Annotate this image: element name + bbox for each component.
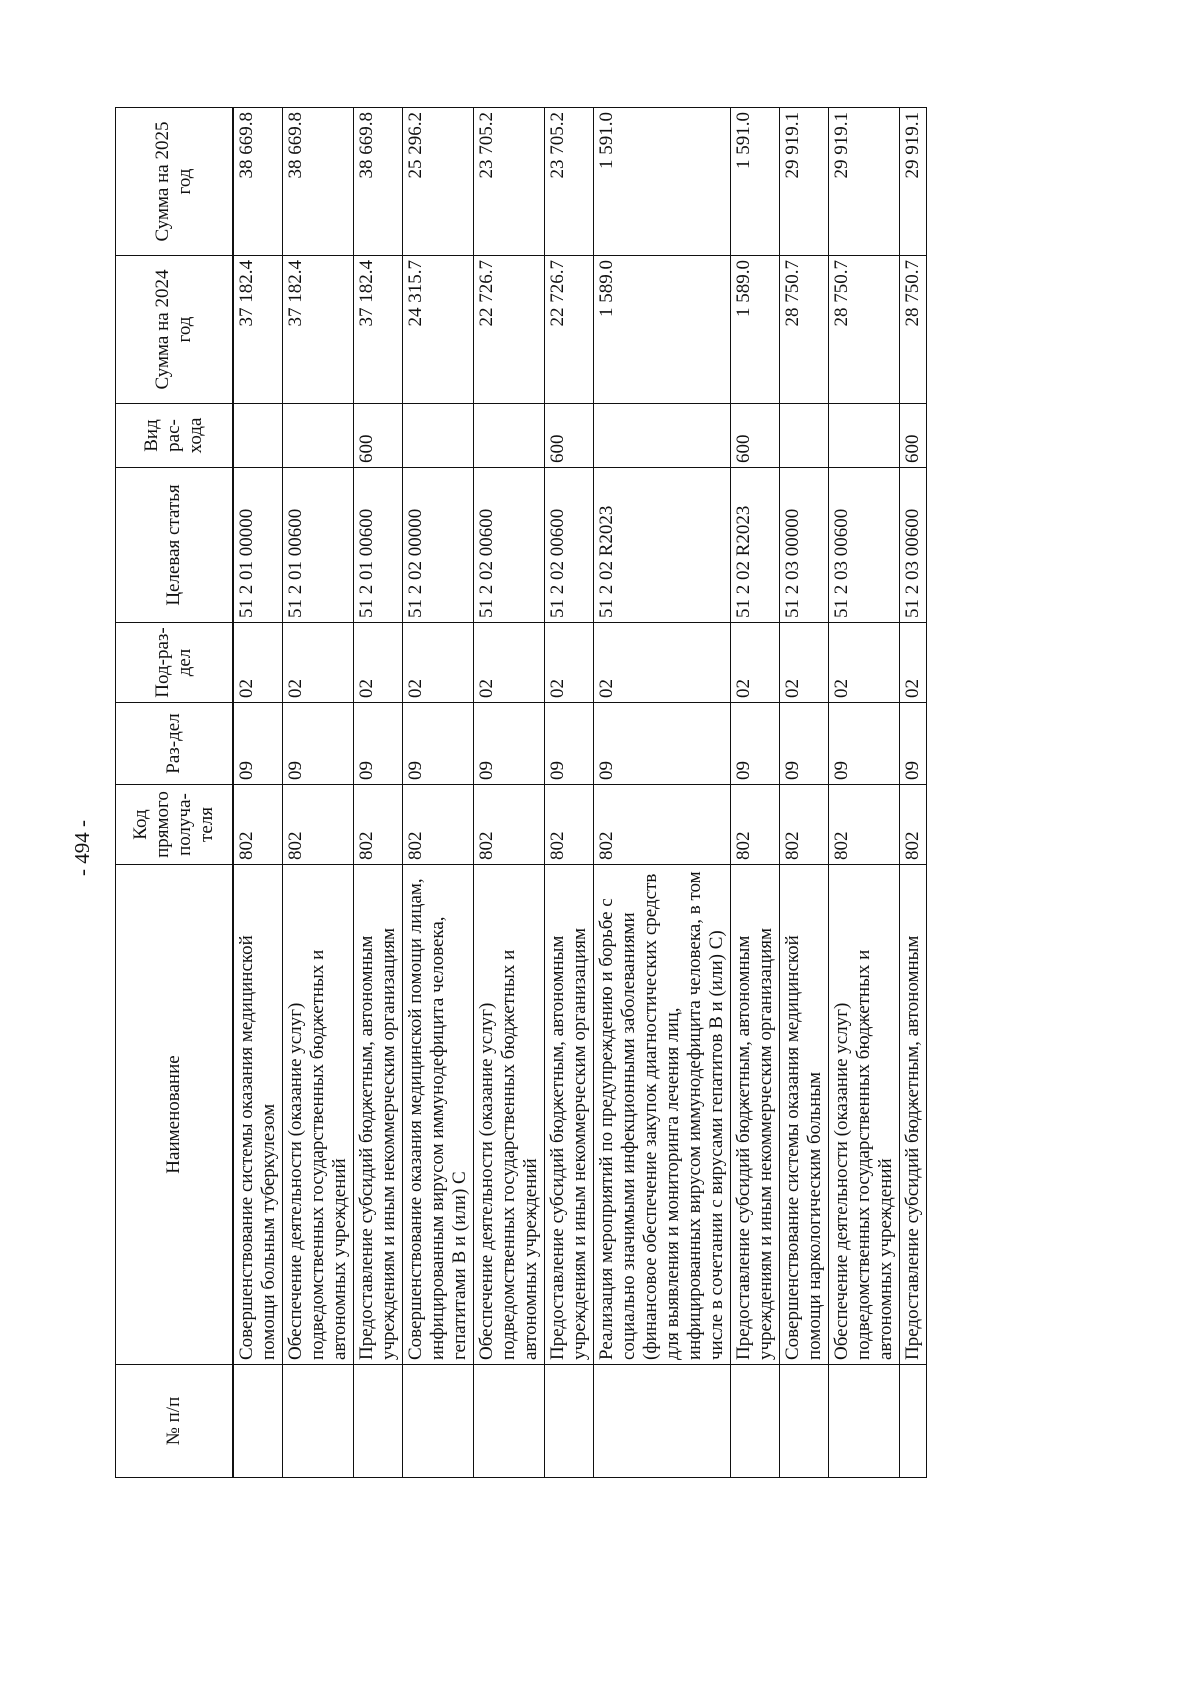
budget-table (115, 107, 927, 1478)
row-subsection: 02 (403, 623, 474, 703)
row-sum-2025: 25 296.2 (403, 108, 474, 256)
table-row (780, 108, 829, 1478)
row-target-article: 51 2 03 00000 (780, 468, 829, 623)
row-sum-2024: 37 182.4 (283, 256, 354, 404)
table-row (545, 108, 594, 1478)
row-recipient-code: 802 (233, 785, 283, 865)
table-row (594, 108, 731, 1478)
table-body (233, 108, 927, 1478)
table-row (731, 108, 780, 1478)
row-sum-2025: 23 705.2 (474, 108, 545, 256)
table-row (354, 108, 403, 1478)
row-section: 09 (474, 703, 545, 785)
row-no (474, 1365, 545, 1478)
row-name: Обеспечение деятельности (оказание услуг) подведомственных государственных бюджетных и автономных учреждений (474, 865, 545, 1365)
row-sum-2025: 38 669.8 (354, 108, 403, 256)
row-recipient-code: 802 (545, 785, 594, 865)
row-name: Предоставление субсидий бюджетным, автономным учреждениям и иным некоммерческим организациям (731, 865, 780, 1365)
row-expense-type (594, 404, 731, 468)
row-target-article: 51 2 02 R2023 (731, 468, 780, 623)
row-expense-type (233, 404, 283, 468)
row-section: 09 (780, 703, 829, 785)
row-target-article: 51 2 02 00000 (403, 468, 474, 623)
row-no (731, 1365, 780, 1478)
table-row (474, 108, 545, 1478)
header-sum-2024: Сумма на 2024 год (116, 256, 234, 404)
header-section: Раз-дел (116, 703, 234, 785)
row-subsection: 02 (233, 623, 283, 703)
table-header (116, 108, 234, 1478)
row-no (900, 1365, 927, 1478)
row-subsection: 02 (545, 623, 594, 703)
row-sum-2024: 28 750.7 (780, 256, 829, 404)
row-recipient-code: 802 (780, 785, 829, 865)
row-section: 09 (545, 703, 594, 785)
row-sum-2025: 1 591.0 (594, 108, 731, 256)
row-name: Совершенствование оказания медицинской помощи лицам, инфицированным вирусом иммунодефицита человека, гепатитами B и (или) C (403, 865, 474, 1365)
row-target-article: 51 2 01 00600 (283, 468, 354, 623)
row-name: Реализация мероприятий по предупреждению и борьбе с социально значимыми инфекционными заболеваниями (финансовое обеспечение закупок диагностических средств для выявления и мониторинга лечения лиц, инфицированных вирусом иммунодефицита человека, в том числе в сочетании с вирусами гепатитов B и (или) C) (594, 865, 731, 1365)
row-no (594, 1365, 731, 1478)
rotated-table-container (115, 108, 1065, 1478)
row-expense-type (283, 404, 354, 468)
table-row (283, 108, 354, 1478)
row-subsection: 02 (780, 623, 829, 703)
row-name: Совершенствование системы оказания медицинской помощи наркологическим больным (780, 865, 829, 1365)
row-target-article: 51 2 01 00000 (233, 468, 283, 623)
row-recipient-code: 802 (829, 785, 900, 865)
row-no (545, 1365, 594, 1478)
row-recipient-code: 802 (594, 785, 731, 865)
row-section: 09 (594, 703, 731, 785)
row-recipient-code: 802 (474, 785, 545, 865)
row-target-article: 51 2 02 R2023 (594, 468, 731, 623)
row-expense-type (780, 404, 829, 468)
header-subsection: Под-раз-дел (116, 623, 234, 703)
row-sum-2024: 22 726.7 (474, 256, 545, 404)
row-expense-type: 600 (731, 404, 780, 468)
row-sum-2025: 29 919.1 (900, 108, 927, 256)
row-recipient-code: 802 (731, 785, 780, 865)
row-expense-type: 600 (354, 404, 403, 468)
row-subsection: 02 (474, 623, 545, 703)
row-subsection: 02 (354, 623, 403, 703)
row-section: 09 (829, 703, 900, 785)
header-expense-type: Вид рас-хода (116, 404, 234, 468)
row-section: 09 (354, 703, 403, 785)
row-no (829, 1365, 900, 1478)
row-section: 09 (731, 703, 780, 785)
header-no: № п/п (116, 1365, 234, 1478)
row-sum-2025: 23 705.2 (545, 108, 594, 256)
header-target-article: Целевая статья (116, 468, 234, 623)
table-row (900, 108, 927, 1478)
row-subsection: 02 (283, 623, 354, 703)
header-sum-2025: Сумма на 2025 год (116, 108, 234, 256)
row-expense-type: 600 (545, 404, 594, 468)
row-target-article: 51 2 03 00600 (900, 468, 927, 623)
row-target-article: 51 2 03 00600 (829, 468, 900, 623)
row-section: 09 (283, 703, 354, 785)
row-sum-2024: 28 750.7 (900, 256, 927, 404)
header-name: Наименование (116, 865, 234, 1365)
row-no (283, 1365, 354, 1478)
row-name: Предоставление субсидий бюджетным, автономным учреждениям и иным некоммерческим организациям (545, 865, 594, 1365)
row-name: Обеспечение деятельности (оказание услуг) подведомственных государственных бюджетных и автономных учреждений (829, 865, 900, 1365)
row-section: 09 (233, 703, 283, 785)
header-recipient-code: Код прямого получа-теля (116, 785, 234, 865)
row-sum-2025: 29 919.1 (829, 108, 900, 256)
row-sum-2025: 29 919.1 (780, 108, 829, 256)
row-subsection: 02 (731, 623, 780, 703)
row-no (354, 1365, 403, 1478)
row-sum-2025: 38 669.8 (233, 108, 283, 256)
row-subsection: 02 (594, 623, 731, 703)
row-name: Совершенствование системы оказания медицинской помощи больным туберкулезом (233, 865, 283, 1365)
row-expense-type (829, 404, 900, 468)
row-sum-2024: 22 726.7 (545, 256, 594, 404)
row-section: 09 (403, 703, 474, 785)
row-no (403, 1365, 474, 1478)
row-name: Обеспечение деятельности (оказание услуг) подведомственных государственных бюджетных и автономных учреждений (283, 865, 354, 1365)
row-recipient-code: 802 (354, 785, 403, 865)
row-target-article: 51 2 01 00600 (354, 468, 403, 623)
row-section: 09 (900, 703, 927, 785)
row-sum-2024: 37 182.4 (233, 256, 283, 404)
row-name: Предоставление субсидий бюджетным, автономным (900, 865, 927, 1365)
row-no (780, 1365, 829, 1478)
row-sum-2024: 24 315.7 (403, 256, 474, 404)
row-sum-2025: 38 669.8 (283, 108, 354, 256)
row-target-article: 51 2 02 00600 (545, 468, 594, 623)
row-subsection: 02 (900, 623, 927, 703)
row-no (233, 1365, 283, 1478)
row-sum-2024: 1 589.0 (594, 256, 731, 404)
row-recipient-code: 802 (403, 785, 474, 865)
table-row (233, 108, 283, 1478)
row-sum-2024: 28 750.7 (829, 256, 900, 404)
page-number: - 494 - (70, 820, 94, 876)
header-row (116, 108, 234, 1478)
row-recipient-code: 802 (283, 785, 354, 865)
row-expense-type (474, 404, 545, 468)
row-sum-2024: 1 589.0 (731, 256, 780, 404)
row-expense-type: 600 (900, 404, 927, 468)
row-recipient-code: 802 (900, 785, 927, 865)
row-sum-2024: 37 182.4 (354, 256, 403, 404)
row-sum-2025: 1 591.0 (731, 108, 780, 256)
row-expense-type (403, 404, 474, 468)
table-row (403, 108, 474, 1478)
row-target-article: 51 2 02 00600 (474, 468, 545, 623)
table-row (829, 108, 900, 1478)
row-name: Предоставление субсидий бюджетным, автономным учреждениям и иным некоммерческим организациям (354, 865, 403, 1365)
row-subsection: 02 (829, 623, 900, 703)
